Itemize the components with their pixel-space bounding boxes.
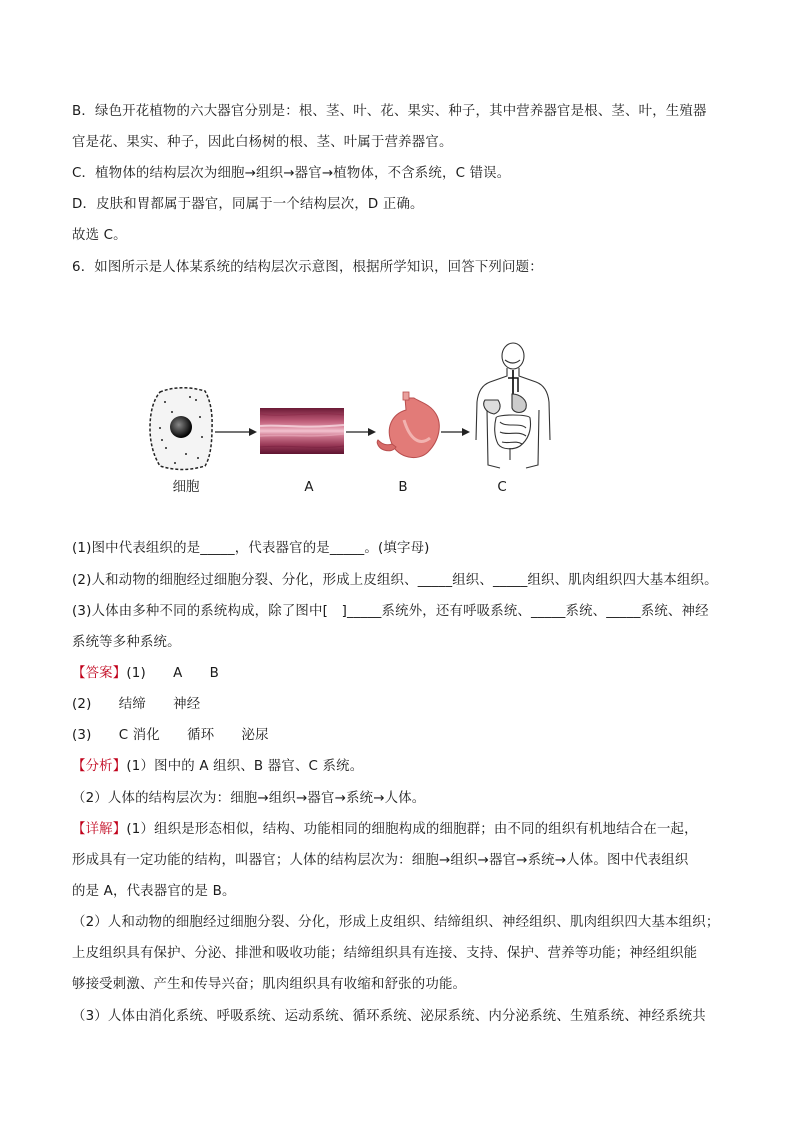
nucleus-shape <box>170 416 192 438</box>
label-b: B <box>398 480 408 495</box>
answer-1-text: (1) A B <box>126 666 220 681</box>
question-1: (1)图中代表组织的是_____，代表器官的是_____。(填字母) <box>72 541 430 556</box>
detail-tag: 【详解】 <box>72 822 127 837</box>
detail-7: （3）人体由消化系统、呼吸系统、运动系统、循环系统、泌尿系统、内分泌系统、生殖系统、神经系统共 <box>72 1009 706 1024</box>
answer-tag: 【答案】 <box>72 666 127 681</box>
digestive-system-image <box>476 343 550 468</box>
structure-levels-figure <box>0 0 794 520</box>
detail-1 <box>72 820 698 840</box>
analysis-tag: 【分析】 <box>72 759 127 774</box>
text-line-1: B．绿色开花植物的六大器官分别是：根、茎、叶、花、果实、种子，其中营养器官是根、茎、叶，生殖器 <box>72 104 707 119</box>
detail-5: 上皮组织具有保护、分泌、排泄和吸收功能；结缔组织具有连接、支持、保护、营养等功能；神经组织能 <box>72 946 698 961</box>
question-3-line-1: (3)人体由多种不同的系统构成，除了图中[ ]_____系统外，还有呼吸系统、_____系统、_____系统、神经 <box>72 604 709 619</box>
text-line-2: 官是花、果实、种子，因此白杨树的根、茎、叶属于营养器官。 <box>72 135 453 150</box>
label-cell: 细胞 <box>172 480 200 495</box>
answer-1 <box>72 664 219 684</box>
answer-2: (2) 结缔 神经 <box>72 697 201 712</box>
analysis-2: （2）人体的结构层次为：细胞→组织→器官→系统→人体。 <box>72 791 426 806</box>
detail-4: （2）人和动物的细胞经过细胞分裂、分化，形成上皮组织、结缔组织、神经组织、肌肉组织四大基本组织； <box>72 915 720 930</box>
question-2: (2)人和动物的细胞经过细胞分裂、分化，形成上皮组织、_____组织、_____组织、肌肉组织四大基本组织。 <box>72 573 718 588</box>
question-stem: 6．如图所示是人体某系统的结构层次示意图，根据所学知识，回答下列问题： <box>72 260 543 275</box>
detail-3: 的是 A，代表器官的是 B。 <box>72 884 236 899</box>
label-a: A <box>304 480 314 495</box>
text-line-4: D．皮肤和胃都属于器官，同属于一个结构层次，D 正确。 <box>72 197 424 212</box>
text-line-5: 故选 C。 <box>72 228 127 243</box>
answer-3: (3) C 消化 循环 泌尿 <box>72 728 269 743</box>
detail-6: 够接受刺激、产生和传导兴奋；肌肉组织具有收缩和舒张的功能。 <box>72 977 467 992</box>
question-3-line-2: 系统等多种系统。 <box>72 635 181 650</box>
analysis-1-text: (1）图中的 A 组织、B 器官、C 系统。 <box>126 759 364 774</box>
label-c: C <box>497 480 507 495</box>
cell-image <box>150 388 212 470</box>
detail-1-text: (1）组织是形态相似，结构、功能相同的细胞构成的细胞群；由不同的组织有机地结合在一起， <box>126 822 698 837</box>
text-line-3: C．植物体的结构层次为细胞→组织→器官→植物体，不含系统，C 错误。 <box>72 166 511 181</box>
tissue-image <box>260 408 344 454</box>
detail-2: 形成具有一定功能的结构，叫器官；人体的结构层次为：细胞→组织→器官→系统→人体。图中代表组织 <box>72 853 689 868</box>
analysis-1 <box>72 757 363 777</box>
stomach-image <box>377 392 439 458</box>
